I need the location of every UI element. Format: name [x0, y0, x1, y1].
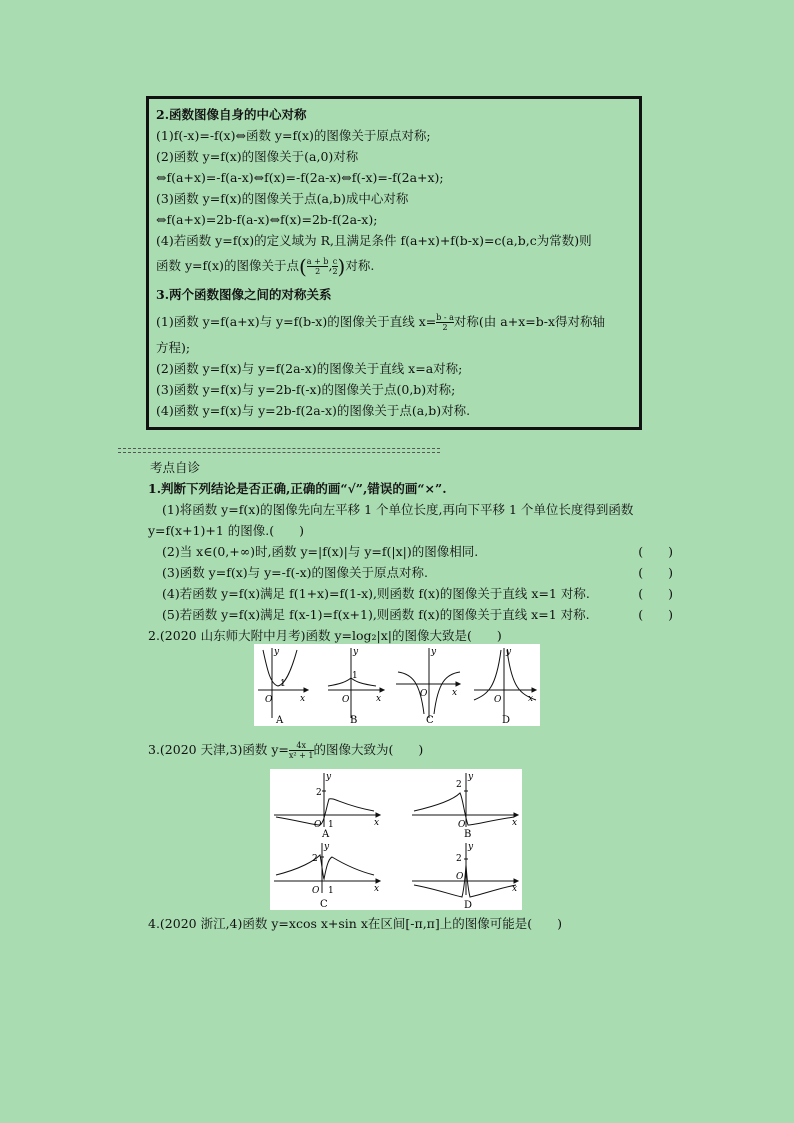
q1-item-1b: y=f(x+1)+1 的图像.( ) — [148, 523, 305, 538]
q2-figure — [254, 644, 540, 726]
q2-label-b: B — [350, 715, 358, 726]
q3-a-y: y — [326, 772, 332, 782]
q2-b-one: 1 — [352, 671, 358, 681]
answer-blank-2: ( ) — [638, 544, 673, 559]
q3-a-origin: O — [314, 820, 322, 830]
box-line-3: ⇔f(a+x)=-f(a-x)⇔f(x)=-f(2a-x)⇔f(-x)=-f(2a+x); — [156, 170, 444, 185]
q3-c-x: x — [374, 884, 380, 894]
q3-d-two: 2 — [456, 854, 462, 864]
box-line-6: (4)若函数 y=f(x)的定义域为 R,且满足条件 f(a+x)+f(b-x)=c(a,b,c为常数)则 — [156, 233, 592, 248]
box-line-2: (2)函数 y=f(x)的图像关于(a,0)对称 — [156, 149, 359, 164]
answer-blank-5: ( ) — [638, 607, 673, 622]
q2-c-y: y — [431, 647, 437, 657]
q3-b-origin: O — [458, 820, 466, 830]
q1-item-2: (2)当 x∈(0,+∞)时,函数 y=|f(x)|与 y=f(|x|)的图像相同. — [162, 544, 479, 559]
q1-item-1a: (1)将函数 y=f(x)的图像先向左平移 1 个单位长度,再向下平移 1 个单位长度得到函数 — [162, 502, 634, 517]
q2-b-y: y — [353, 647, 359, 657]
q3-d-origin: O — [456, 872, 464, 882]
q3-c-one: 1 — [328, 886, 334, 896]
box-line-m3: (3)函数 y=f(x)与 y=2b-f(-x)的图像关于点(0,b)对称; — [156, 381, 456, 397]
q3-c-y: y — [324, 842, 330, 852]
q3-label-b: B — [464, 829, 472, 840]
m1-text-b: 对称(由 a+x=b-x得对称轴 — [453, 313, 605, 329]
q3-a-two: 2 — [316, 788, 322, 798]
q3-graph-b — [412, 773, 518, 827]
box-line-m4: (4)函数 y=f(x)与 y=2b-f(2a-x)的图像关于点(a,b)对称. — [156, 402, 471, 418]
q3-b-x: x — [512, 818, 518, 828]
q2-graph-c — [396, 648, 460, 718]
self-check-heading: 考点自诊 — [150, 460, 201, 475]
answer-blank-4: ( ) — [638, 586, 673, 601]
q2-a-origin: O — [265, 695, 273, 705]
q2-b-origin: O — [342, 695, 350, 705]
fraction-c: $\frac{c}{2}$ — [332, 257, 338, 276]
q2-graph-d — [474, 648, 536, 718]
q2-label-a: A — [276, 715, 284, 726]
section-2-title: 2.函数图像自身的中心对称 — [156, 107, 307, 122]
q2-d-x: x — [528, 694, 534, 704]
box-line-5: ⇔f(a+x)=2b-f(a-x)⇔f(x)=2b-f(2a-x); — [156, 212, 378, 227]
q3-a-x: x — [374, 818, 380, 828]
q3-b-y: y — [468, 772, 474, 782]
q2-a-y: y — [274, 647, 280, 657]
summary-box — [146, 96, 642, 430]
question-4: 4.(2020 浙江,4)函数 y=xcos x+sin x在区间[-π,π]上的图像可能是( ) — [148, 916, 563, 931]
q2-b-x: x — [376, 694, 382, 704]
q3-c-two: 2 — [312, 854, 318, 864]
q3-text: 3.(2020 天津,3)函数 y= — [148, 742, 289, 757]
q3-fraction: $\frac{4x}{\text{x² + 1}}$ — [288, 741, 314, 760]
q1-item-3: (3)函数 y=f(x)与 y=-f(-x)的图像关于原点对称. — [162, 565, 429, 580]
q2-c-origin: O — [420, 689, 428, 699]
box-line-m1 — [156, 307, 633, 337]
q3-d-y: y — [468, 842, 474, 852]
box-line-m2: (2)函数 y=f(x)与 y=f(2a-x)的图像关于直线 x=a对称; — [156, 360, 463, 376]
q2-graph-b — [328, 648, 384, 718]
q3-b-two: 2 — [456, 780, 462, 790]
q3-a-one: 1 — [328, 820, 334, 830]
q2-a-one: 1 — [280, 679, 286, 689]
q2-a-x: x — [300, 694, 306, 704]
dashed-divider — [118, 448, 440, 453]
q2-d-origin: O — [494, 695, 502, 705]
question-3 — [148, 736, 423, 764]
fraction-b-minus-a: $\frac{b - a}{2}$ — [436, 312, 454, 332]
q2-d-y: y — [506, 647, 512, 657]
q3-d-x: x — [512, 884, 518, 894]
question-2: 2.(2020 山东师大附中月考)函数 y=log₂|x|的图像大致是( ) — [148, 628, 502, 643]
q1-item-4: (4)若函数 y=f(x)满足 f(1+x)=f(1-x),则函数 f(x)的图像关于直线 x=1 对称. — [162, 586, 590, 601]
q3-c-origin: O — [312, 886, 320, 896]
question-1: 1.判断下列结论是否正确,正确的画“√”,错误的画“×”. — [148, 481, 447, 496]
box-line-7-text: 函数 y=f(x)的图像关于点 — [156, 258, 299, 273]
m1-text: (1)函数 y=f(a+x)与 y=f(b-x)的图像关于直线 x= — [156, 313, 437, 329]
q3-graph-d — [412, 843, 518, 897]
q3-text-end: 的图像大致为( ) — [313, 742, 424, 757]
q3-label-c: C — [320, 899, 328, 910]
q1-item-5: (5)若函数 y=f(x)满足 f(x-1)=f(x+1),则函数 f(x)的图像关于直线 x=1 对称. — [162, 607, 590, 622]
q3-label-d: D — [464, 900, 473, 910]
box-line-4: (3)函数 y=f(x)的图像关于点(a,b)成中心对称 — [156, 191, 409, 206]
q3-label-a: A — [322, 829, 330, 840]
q2-label-c: C — [426, 715, 434, 726]
q2-c-x: x — [452, 688, 458, 698]
fraction-a-plus-b: $\frac{a + b}{2}$ — [306, 257, 329, 276]
box-line-m1c: 方程); — [156, 339, 191, 355]
box-line-1: (1)f(-x)=-f(x)⇔函数 y=f(x)的图像关于原点对称; — [156, 128, 431, 143]
box-line-7-end: 对称. — [345, 258, 375, 273]
answer-blank-3: ( ) — [638, 565, 673, 580]
box-line-7: 函数 y=f(x)的图像关于点( $\frac{a + b}{2}$ , $\frac{c}{2}$ )对称. — [156, 254, 375, 279]
section-3-title: 3.两个函数图像之间的对称关系 — [156, 286, 332, 302]
q2-label-d: D — [502, 715, 511, 726]
q3-figure — [270, 769, 522, 910]
